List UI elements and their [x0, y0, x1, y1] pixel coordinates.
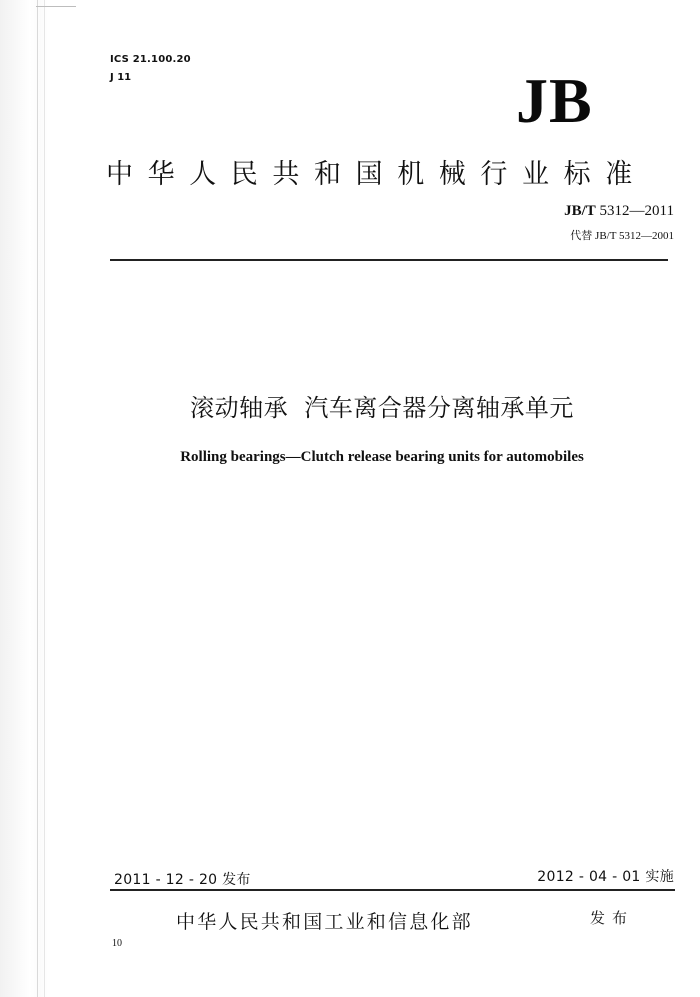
- ics-code: ICS 21.100.20: [110, 54, 191, 65]
- issue-date: 2011 - 12 - 20 发布: [114, 872, 251, 888]
- standard-number: [564, 203, 674, 220]
- scan-edge-line: [37, 0, 38, 997]
- replaces-standard: 代替 JB/T 5312—2001: [570, 230, 674, 242]
- ccs-code: J 11: [110, 72, 132, 83]
- standard-number-value: 5312—2011: [599, 203, 674, 219]
- footer-divider: [110, 889, 675, 891]
- scan-edge-mark: [36, 6, 76, 7]
- jb-logo: JB: [516, 65, 593, 136]
- document-title-english: Rolling bearings—Clutch release bearing units for automobiles: [180, 449, 584, 465]
- scan-edge: [0, 0, 48, 997]
- issuing-authority: 中华人民共和国工业和信息化部: [176, 911, 473, 933]
- page-mark: 10: [112, 938, 122, 949]
- publish-label: 发布: [590, 909, 635, 927]
- header-divider: [110, 259, 668, 261]
- document-title-chinese: 滚动轴承 汽车离合器分离轴承单元: [190, 394, 574, 422]
- standard-number-prefix: JB/T: [564, 203, 596, 219]
- standard-title: 中华人民共和国机械行业标准: [106, 159, 647, 190]
- scan-edge-line: [44, 0, 45, 997]
- implementation-date: 2012 - 04 - 01 实施: [537, 869, 674, 885]
